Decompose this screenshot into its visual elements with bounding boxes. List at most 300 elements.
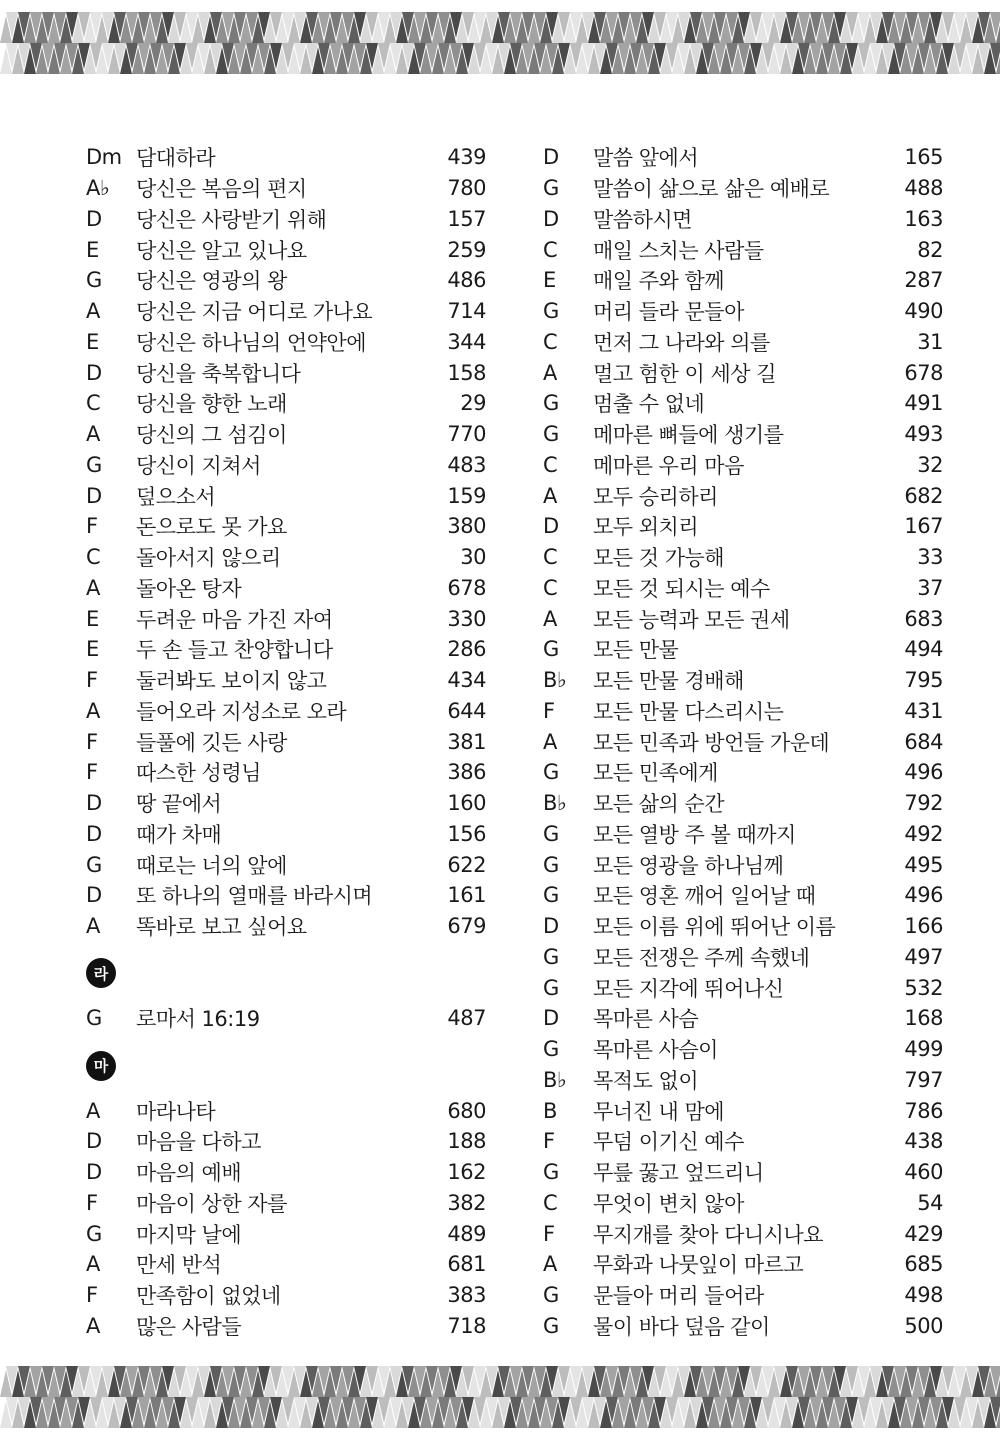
entry-key: C: [543, 575, 558, 600]
entry-page-number: 168: [904, 1006, 943, 1031]
entry-page-number: 770: [447, 422, 486, 447]
entry-title: 무엇이 변치 않아: [593, 1191, 744, 1216]
entry-key: F: [86, 1283, 98, 1308]
index-entry: [543, 1126, 943, 1157]
index-entry: [543, 419, 943, 450]
entry-key: E: [86, 329, 99, 354]
entry-key: A: [86, 299, 100, 324]
entry-title: 만족함이 없었네: [136, 1284, 281, 1309]
entry-key: G: [543, 391, 559, 416]
entry-key: A: [86, 1313, 100, 1338]
entry-page-number: 495: [904, 852, 943, 877]
entry-page-number: 30: [460, 545, 486, 570]
entry-key: C: [543, 1190, 558, 1215]
entry-title: 모든 만물 경배해: [593, 669, 744, 694]
entry-key: G: [86, 1006, 102, 1031]
entry-title: 많은 사람들: [136, 1314, 242, 1339]
entry-key: G: [543, 975, 559, 1000]
entry-title: 당신을 축복합니다: [136, 361, 301, 386]
index-entry: [543, 880, 943, 911]
index-entry: [86, 819, 486, 850]
index-entry: [86, 1126, 486, 1157]
index-entry: [86, 450, 486, 481]
entry-page-number: 386: [447, 760, 486, 785]
index-entry: [86, 603, 486, 634]
entry-title: 먼저 그 나라와 의를: [593, 330, 770, 355]
entry-page-number: 795: [904, 668, 943, 693]
entry-title: 모든 전쟁은 주께 속했네: [593, 945, 810, 970]
entry-title: 둘러봐도 보이지 않고: [136, 669, 327, 694]
entry-page-number: 82: [917, 237, 943, 262]
entry-key: B♭: [543, 1067, 567, 1092]
entry-page-number: 460: [904, 1160, 943, 1185]
index-entry: [543, 1249, 943, 1280]
entry-title: 무덤 이기신 예수: [593, 1130, 744, 1155]
entry-key: C: [543, 237, 558, 262]
index-entry: [543, 603, 943, 634]
entry-title: 마라나타: [136, 1099, 216, 1124]
index-entry: [543, 173, 943, 204]
entry-page-number: 489: [447, 1221, 486, 1246]
decorative-bottom-border: [0, 1366, 1000, 1428]
entry-title: 멀고 험한 이 세상 길: [593, 361, 776, 386]
index-entry: [86, 911, 486, 942]
entry-title: 모든 지각에 뛰어나신: [593, 976, 784, 1001]
index-entry: [543, 849, 943, 880]
entry-key: B♭: [543, 791, 567, 816]
entry-key: E: [543, 268, 556, 293]
entry-key: G: [543, 821, 559, 846]
entry-title: 무화과 나뭇잎이 마르고: [593, 1253, 804, 1278]
entry-key: D: [543, 206, 559, 231]
section-header: [86, 942, 486, 1004]
entry-key: A: [86, 914, 100, 939]
entry-key: D: [86, 883, 102, 908]
index-entry: [543, 911, 943, 942]
entry-key: D: [86, 360, 102, 385]
entry-page-number: 431: [904, 698, 943, 723]
index-entry: [543, 634, 943, 665]
entry-page-number: 681: [447, 1252, 486, 1277]
index-entry: [543, 1280, 943, 1311]
entry-page-number: 287: [904, 268, 943, 293]
index-entry: [543, 788, 943, 819]
entry-key: G: [543, 299, 559, 324]
index-entry: [86, 142, 486, 173]
entry-title: 당신의 그 섬김이: [136, 423, 287, 448]
entry-title: 당신은 알고 있나요: [136, 238, 307, 263]
entry-title: 모든 만물: [593, 638, 679, 663]
entry-title: 당신은 영광의 왕: [136, 269, 287, 294]
entry-title: 모든 민족에게: [593, 761, 718, 786]
entry-key: G: [543, 1313, 559, 1338]
entry-page-number: 792: [904, 791, 943, 816]
entry-page-number: 54: [917, 1190, 943, 1215]
entry-title: 때로는 너의 앞에: [136, 853, 287, 878]
index-entry: [86, 296, 486, 327]
entry-title: 말씀 앞에서: [593, 146, 699, 171]
entry-title: 모두 승리하리: [593, 484, 718, 509]
entry-key: C: [543, 545, 558, 570]
entry-page-number: 678: [904, 360, 943, 385]
entry-key: F: [543, 698, 555, 723]
entry-title: 두 손 들고 찬양합니다: [136, 638, 333, 663]
index-entry: [543, 1034, 943, 1065]
entry-title: 모든 영혼 깨어 일어날 때: [593, 884, 816, 909]
entry-key: D: [543, 514, 559, 539]
entry-key: D: [86, 791, 102, 816]
entry-page-number: 31: [917, 329, 943, 354]
entry-title: 멈출 수 없네: [593, 392, 705, 417]
entry-key: F: [86, 1190, 98, 1215]
entry-title: 목적도 없이: [593, 1068, 699, 1093]
entry-key: C: [86, 545, 101, 570]
index-entry: [543, 665, 943, 696]
entry-key: G: [543, 760, 559, 785]
entry-key: B♭: [543, 668, 567, 693]
index-entry: [86, 357, 486, 388]
entry-title: 당신은 지금 어디로 가나요: [136, 300, 373, 325]
entry-page-number: 37: [917, 575, 943, 600]
entry-title: 따스한 성령님: [136, 761, 261, 786]
entry-page-number: 487: [447, 1006, 486, 1031]
index-entry: [543, 327, 943, 358]
entry-title: 마음을 다하고: [136, 1130, 261, 1155]
entry-page-number: 492: [904, 821, 943, 846]
entry-key: F: [86, 760, 98, 785]
entry-page-number: 682: [904, 483, 943, 508]
entry-key: D: [543, 1006, 559, 1031]
section-badge: 마: [86, 1051, 116, 1081]
index-entry: [543, 450, 943, 481]
entry-key: D: [86, 206, 102, 231]
entry-page-number: 162: [447, 1160, 486, 1185]
entry-page-number: 497: [904, 944, 943, 969]
entry-key: E: [86, 637, 99, 662]
entry-page-number: 166: [904, 914, 943, 939]
index-entry: [86, 1249, 486, 1280]
entry-title: 로마서 16:19: [136, 1007, 260, 1032]
entry-title: 무릎 꿇고 엎드리니: [593, 1161, 764, 1186]
index-entry: [86, 173, 486, 204]
entry-key: D: [86, 1160, 102, 1185]
index-entry: [86, 1311, 486, 1342]
entry-page-number: 439: [447, 145, 486, 170]
entry-title: 모든 것 가능해: [593, 546, 725, 571]
index-entry: [543, 480, 943, 511]
entry-page-number: 160: [447, 791, 486, 816]
entry-key: A: [543, 360, 557, 385]
entry-title: 돌아서지 않으리: [136, 546, 281, 571]
entry-page-number: 434: [447, 668, 486, 693]
entry-page-number: 188: [447, 1129, 486, 1154]
entry-page-number: 644: [447, 698, 486, 723]
index-entry: [543, 204, 943, 235]
index-entry: [86, 1095, 486, 1126]
entry-key: G: [543, 1160, 559, 1185]
entry-key: B: [543, 1098, 557, 1123]
index-entry: [543, 511, 943, 542]
entry-page-number: 486: [447, 268, 486, 293]
entry-title: 똑바로 보고 싶어요: [136, 915, 307, 940]
index-entry: [86, 419, 486, 450]
entry-page-number: 32: [917, 452, 943, 477]
entry-title: 무너진 내 맘에: [593, 1099, 725, 1124]
entry-page-number: 494: [904, 637, 943, 662]
entry-page-number: 493: [904, 422, 943, 447]
entry-title: 또 하나의 열매를 바라시며: [136, 884, 373, 909]
entry-title: 무지개를 찾아 다니시나요: [593, 1222, 823, 1247]
entry-page-number: 429: [904, 1221, 943, 1246]
index-entry: [86, 204, 486, 235]
entry-title: 마지막 날에: [136, 1222, 242, 1247]
entry-key: C: [543, 452, 558, 477]
entry-title: 말씀하시면: [593, 207, 692, 232]
index-entry: [86, 327, 486, 358]
index-entry: [543, 1311, 943, 1342]
entry-title: 돈으로도 못 가요: [136, 515, 287, 540]
entry-page-number: 382: [447, 1190, 486, 1215]
entry-key: D: [543, 914, 559, 939]
index-entry: [86, 480, 486, 511]
index-entry: [86, 265, 486, 296]
index-entry: [543, 234, 943, 265]
entry-page-number: 683: [904, 606, 943, 631]
index-entry: [86, 788, 486, 819]
index-entry: [543, 542, 943, 573]
entry-key: G: [86, 452, 102, 477]
entry-key: A: [543, 483, 557, 508]
decorative-top-border: [0, 12, 1000, 74]
entry-page-number: 159: [447, 483, 486, 508]
entry-title: 모든 이름 위에 뛰어난 이름: [593, 915, 836, 940]
entry-key: G: [543, 176, 559, 201]
entry-title: 머리 들라 문들아: [593, 300, 744, 325]
entry-title: 때가 차매: [136, 822, 222, 847]
index-entry: [86, 726, 486, 757]
index-entry: [86, 1188, 486, 1219]
entry-title: 물이 바다 덮음 같이: [593, 1314, 770, 1339]
entry-title: 매일 스치는 사람들: [593, 238, 764, 263]
entry-page-number: 167: [904, 514, 943, 539]
entry-title: 당신은 사랑받기 위해: [136, 207, 327, 232]
entry-page-number: 380: [447, 514, 486, 539]
index-entry: [543, 1003, 943, 1034]
entry-key: G: [543, 1283, 559, 1308]
entry-key: E: [86, 606, 99, 631]
entry-key: G: [543, 1037, 559, 1062]
entry-page-number: 259: [447, 237, 486, 262]
entry-key: G: [543, 852, 559, 877]
index-entry: [86, 696, 486, 727]
entry-title: 당신은 복음의 편지: [136, 177, 307, 202]
entry-title: 돌아온 탕자: [136, 576, 242, 601]
entry-page-number: 381: [447, 729, 486, 754]
index-entry: [543, 942, 943, 973]
entry-title: 만세 반석: [136, 1253, 222, 1278]
entry-title: 덮으소서: [136, 484, 216, 509]
entry-page-number: 498: [904, 1283, 943, 1308]
entry-title: 매일 주와 함께: [593, 269, 725, 294]
entry-page-number: 490: [904, 299, 943, 324]
entry-title: 두려운 마음 가진 자여: [136, 607, 333, 632]
index-entry: [543, 757, 943, 788]
entry-page-number: 344: [447, 329, 486, 354]
index-entry: [543, 265, 943, 296]
entry-key: A: [86, 575, 100, 600]
entry-key: A: [543, 606, 557, 631]
entry-title: 모든 삶의 순간: [593, 792, 725, 817]
index-entry: [86, 511, 486, 542]
entry-page-number: 797: [904, 1067, 943, 1092]
entry-title: 모든 것 되시는 예수: [593, 576, 770, 601]
entry-title: 당신이 지쳐서: [136, 453, 261, 478]
entry-page-number: 786: [904, 1098, 943, 1123]
index-entry: [86, 573, 486, 604]
entry-key: A: [86, 422, 100, 447]
entry-title: 마음의 예배: [136, 1161, 242, 1186]
entry-key: C: [86, 391, 101, 416]
index-entry: [86, 1218, 486, 1249]
index-entry: [543, 573, 943, 604]
entry-page-number: 680: [447, 1098, 486, 1123]
entry-page-number: 678: [447, 575, 486, 600]
entry-key: D: [543, 145, 559, 170]
entry-page-number: 156: [447, 821, 486, 846]
entry-title: 메마른 뼈들에 생기를: [593, 423, 784, 448]
index-entry: [543, 696, 943, 727]
index-entry: [86, 757, 486, 788]
entry-title: 모든 능력과 모든 권세: [593, 607, 790, 632]
entry-key: D: [86, 1129, 102, 1154]
entry-page-number: 33: [917, 545, 943, 570]
entry-key: Dm: [86, 145, 122, 170]
entry-key: G: [543, 422, 559, 447]
index-entry: [543, 357, 943, 388]
entry-title: 당신은 하나님의 언약안에: [136, 330, 366, 355]
entry-page-number: 165: [904, 145, 943, 170]
entry-title: 담대하라: [136, 146, 216, 171]
entry-page-number: 496: [904, 760, 943, 785]
entry-page-number: 438: [904, 1129, 943, 1154]
entry-title: 마음이 상한 자를: [136, 1191, 287, 1216]
entry-key: A: [543, 729, 557, 754]
index-entry: [86, 1003, 486, 1034]
entry-key: F: [86, 514, 98, 539]
index-entry: [86, 1280, 486, 1311]
index-entry: [543, 1065, 943, 1096]
entry-key: C: [543, 329, 558, 354]
entry-page-number: 29: [460, 391, 486, 416]
entry-title: 땅 끝에서: [136, 792, 222, 817]
entry-key: F: [86, 668, 98, 693]
entry-page-number: 718: [447, 1313, 486, 1338]
entry-title: 문들아 머리 들어라: [593, 1284, 764, 1309]
entry-page-number: 532: [904, 975, 943, 1000]
index-entry: [543, 1188, 943, 1219]
entry-title: 들풀에 깃든 사랑: [136, 730, 287, 755]
entry-key: G: [543, 883, 559, 908]
entry-page-number: 491: [904, 391, 943, 416]
entry-key: G: [543, 944, 559, 969]
entry-key: A: [86, 1098, 100, 1123]
entry-page-number: 330: [447, 606, 486, 631]
entry-key: D: [86, 821, 102, 846]
entry-key: G: [86, 268, 102, 293]
index-column-left: [86, 142, 486, 1341]
entry-page-number: 780: [447, 176, 486, 201]
index-column-right: [543, 142, 943, 1341]
entry-page-number: 161: [447, 883, 486, 908]
entry-page-number: 684: [904, 729, 943, 754]
index-entry: [543, 142, 943, 173]
entry-title: 들어오라 지성소로 오라: [136, 699, 347, 724]
entry-page-number: 383: [447, 1283, 486, 1308]
entry-page-number: 158: [447, 360, 486, 385]
entry-key: F: [86, 729, 98, 754]
entry-key: G: [86, 852, 102, 877]
entry-page-number: 163: [904, 206, 943, 231]
entry-key: E: [86, 237, 99, 262]
entry-key: G: [543, 637, 559, 662]
index-entry: [543, 819, 943, 850]
entry-key: A: [86, 698, 100, 723]
entry-title: 목마른 사슴이: [593, 1038, 718, 1063]
entry-title: 모든 영광을 하나님께: [593, 853, 784, 878]
entry-title: 모든 열방 주 볼 때까지: [593, 822, 796, 847]
entry-page-number: 157: [447, 206, 486, 231]
index-entry: [86, 880, 486, 911]
entry-title: 목마른 사슴: [593, 1007, 699, 1032]
entry-key: G: [86, 1221, 102, 1246]
entry-title: 당신을 향한 노래: [136, 392, 287, 417]
entry-page-number: 679: [447, 914, 486, 939]
entry-page-number: 499: [904, 1037, 943, 1062]
index-entry: [543, 726, 943, 757]
index-entry: [86, 234, 486, 265]
index-entry: [86, 634, 486, 665]
entry-key: A: [86, 1252, 100, 1277]
index-entry: [543, 296, 943, 327]
index-entry: [86, 849, 486, 880]
entry-page-number: 483: [447, 452, 486, 477]
entry-title: 메마른 우리 마음: [593, 453, 744, 478]
entry-key: D: [86, 483, 102, 508]
index-entry: [543, 388, 943, 419]
entry-title: 모든 만물 다스리시는: [593, 699, 784, 724]
entry-page-number: 286: [447, 637, 486, 662]
index-entry: [86, 1157, 486, 1188]
entry-key: F: [543, 1221, 555, 1246]
entry-key: A♭: [86, 176, 110, 201]
entry-title: 모두 외치리: [593, 515, 699, 540]
index-entry: [543, 972, 943, 1003]
entry-page-number: 500: [904, 1313, 943, 1338]
entry-page-number: 685: [904, 1252, 943, 1277]
entry-title: 모든 민족과 방언들 가운데: [593, 730, 830, 755]
index-entry: [543, 1218, 943, 1249]
section-badge: 라: [86, 958, 116, 988]
entry-page-number: 488: [904, 176, 943, 201]
entry-key: F: [543, 1129, 555, 1154]
index-entry: [86, 542, 486, 573]
index-entry: [86, 388, 486, 419]
index-entry: [86, 665, 486, 696]
entry-page-number: 714: [447, 299, 486, 324]
entry-title: 말씀이 삶으로 삶은 예배로: [593, 177, 830, 202]
entry-page-number: 496: [904, 883, 943, 908]
section-header: [86, 1034, 486, 1096]
